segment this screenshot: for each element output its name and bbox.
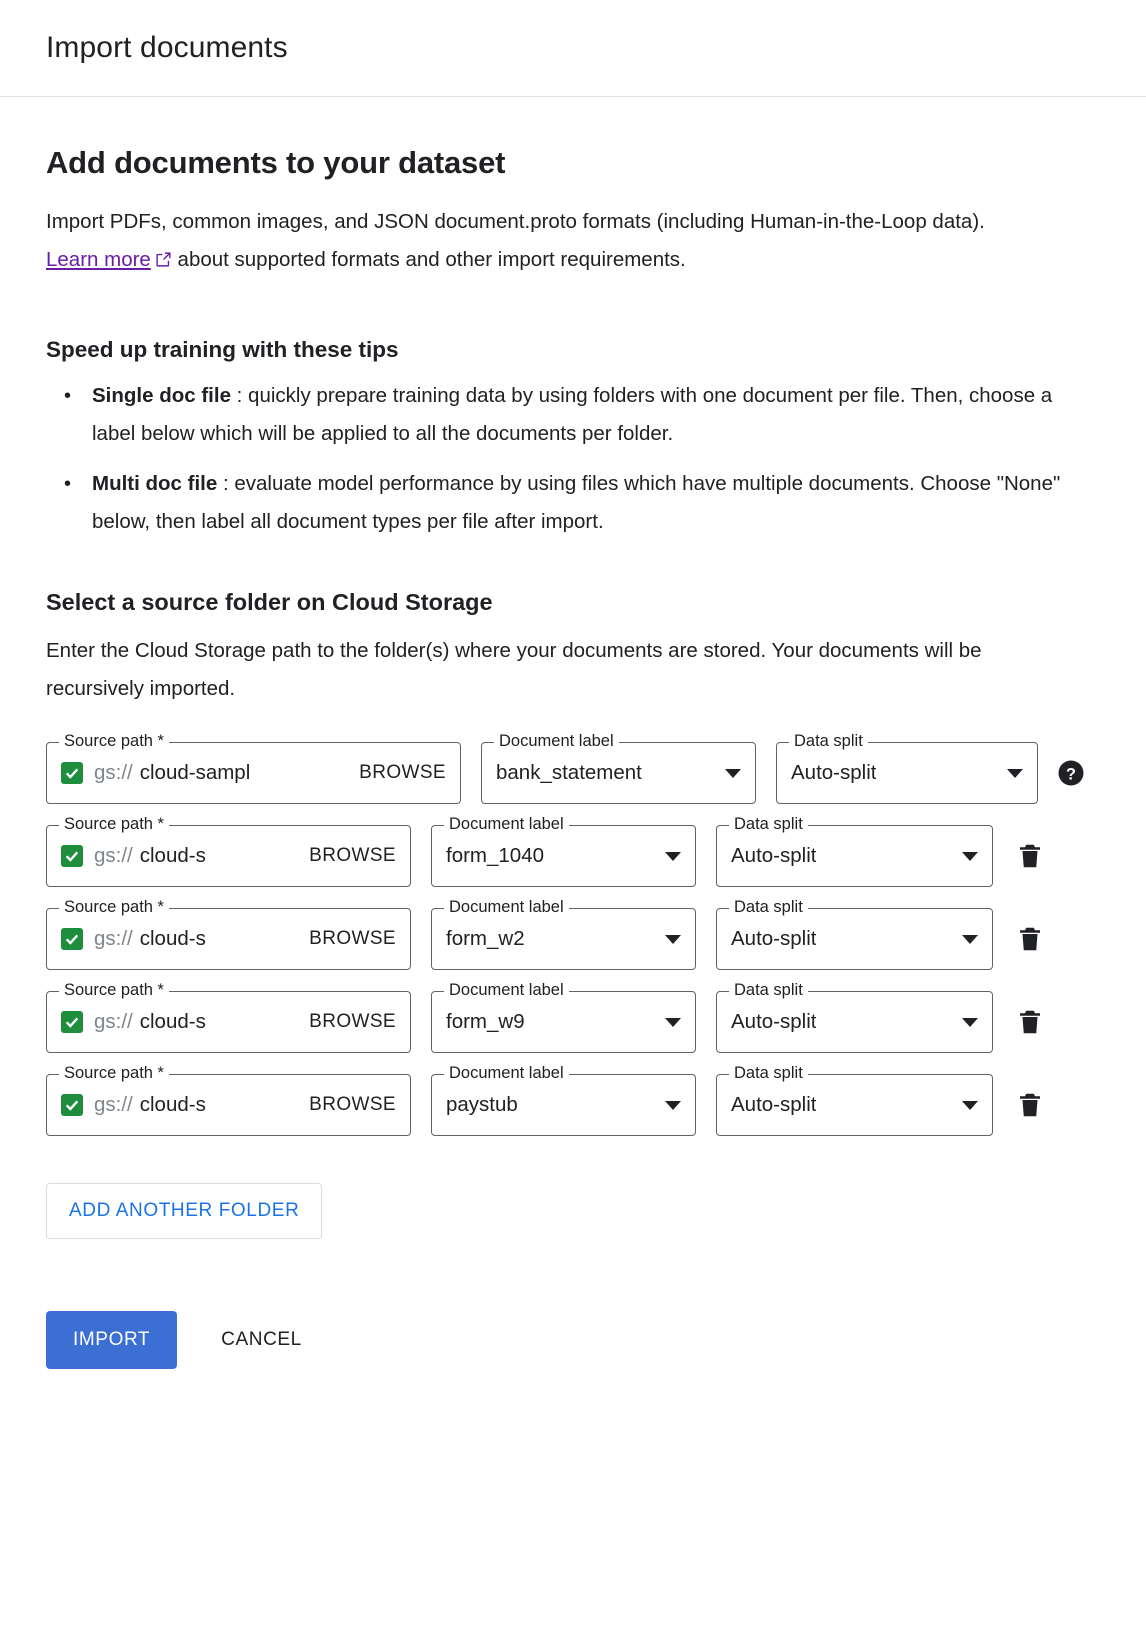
document-label-label: Document label — [444, 980, 569, 1000]
source-path-field[interactable] — [46, 981, 411, 1053]
cancel-button[interactable]: CANCEL — [199, 1311, 324, 1369]
import-button[interactable]: IMPORT — [46, 1311, 177, 1369]
browse-button[interactable]: BROWSE — [353, 762, 460, 784]
data-split-label: Data split — [729, 1063, 808, 1083]
source-path-label: Source path * — [59, 731, 169, 751]
source-path-value: cloud-sampl — [139, 761, 251, 784]
document-label-select[interactable] — [431, 898, 696, 970]
chevron-down-icon — [665, 1101, 681, 1110]
description-text-before: Import PDFs, common images, and JSON document.proto formats (including Human-in-the-Loop data). — [46, 210, 985, 233]
source-path-value: cloud-s — [139, 1093, 206, 1116]
data-split-select[interactable] — [716, 981, 993, 1053]
data-split-select[interactable] — [716, 1064, 993, 1136]
dialog-actions — [46, 1311, 1100, 1369]
source-folder-heading: Select a source folder on Cloud Storage — [46, 589, 493, 615]
document-label-label: Document label — [444, 814, 569, 834]
source-folder-description: Enter the Cloud Storage path to the folder(s) where your documents are stored. Your documents will be recursively imported. — [46, 639, 982, 700]
chevron-down-icon — [962, 935, 978, 944]
data-split-select[interactable] — [716, 898, 993, 970]
source-path-field[interactable] — [46, 1064, 411, 1136]
dialog-title: Import documents — [46, 31, 288, 64]
tip-term: Multi doc file — [92, 472, 218, 495]
checkbox-checked-icon[interactable] — [61, 928, 83, 950]
svg-text:?: ? — [1066, 765, 1076, 784]
chevron-down-icon — [1007, 769, 1023, 778]
document-label-select[interactable] — [431, 815, 696, 887]
browse-button[interactable]: BROWSE — [303, 1011, 410, 1033]
data-split-label: Data split — [729, 814, 808, 834]
table-row — [46, 898, 1100, 970]
document-label-value: form_1040 — [446, 844, 545, 867]
data-split-value: Auto-split — [731, 1093, 817, 1116]
help-icon[interactable] — [1056, 758, 1086, 788]
browse-button[interactable]: BROWSE — [303, 845, 410, 867]
source-path-field[interactable] — [46, 898, 411, 970]
data-split-value: Auto-split — [731, 844, 817, 867]
data-split-value: Auto-split — [791, 761, 877, 784]
source-rows — [46, 732, 1100, 1136]
list-item — [92, 465, 1092, 541]
source-path-value: cloud-s — [139, 844, 206, 867]
browse-button[interactable]: BROWSE — [303, 1094, 410, 1116]
external-link-icon — [155, 243, 172, 281]
data-split-label: Data split — [729, 980, 808, 1000]
table-row — [46, 981, 1100, 1053]
chevron-down-icon — [665, 852, 681, 861]
chevron-down-icon — [725, 769, 741, 778]
description-text-after: about supported formats and other import requirements. — [171, 248, 686, 271]
data-split-value: Auto-split — [731, 1010, 817, 1033]
document-label-value: paystub — [446, 1093, 518, 1116]
source-path-label: Source path * — [59, 897, 169, 917]
source-path-label: Source path * — [59, 814, 169, 834]
list-item — [92, 377, 1092, 453]
learn-more-link[interactable]: Learn more — [46, 248, 151, 271]
source-path-field[interactable] — [46, 732, 461, 804]
delete-row-icon[interactable] — [1015, 1090, 1045, 1120]
dialog-content — [0, 97, 1146, 1369]
document-label-value: bank_statement — [496, 761, 642, 784]
delete-row-icon[interactable] — [1015, 1007, 1045, 1037]
checkbox-checked-icon[interactable] — [61, 762, 83, 784]
document-label-select[interactable] — [481, 732, 756, 804]
dialog-titlebar — [0, 0, 1146, 97]
gs-prefix: gs:// — [94, 1010, 133, 1033]
chevron-down-icon — [665, 1018, 681, 1027]
source-path-field[interactable] — [46, 815, 411, 887]
chevron-down-icon — [665, 935, 681, 944]
source-path-label: Source path * — [59, 980, 169, 1000]
data-split-label: Data split — [729, 897, 808, 917]
checkbox-checked-icon[interactable] — [61, 1094, 83, 1116]
tips-list — [46, 377, 1100, 541]
data-split-select[interactable] — [716, 815, 993, 887]
document-label-label: Document label — [494, 731, 619, 751]
tips-heading: Speed up training with these tips — [46, 337, 399, 362]
document-label-label: Document label — [444, 897, 569, 917]
document-label-value: form_w9 — [446, 1010, 525, 1033]
import-description — [46, 203, 1036, 281]
gs-prefix: gs:// — [94, 844, 133, 867]
data-split-select[interactable] — [776, 732, 1038, 804]
chevron-down-icon — [962, 1018, 978, 1027]
gs-prefix: gs:// — [94, 761, 133, 784]
document-label-label: Document label — [444, 1063, 569, 1083]
checkbox-checked-icon[interactable] — [61, 845, 83, 867]
delete-row-icon[interactable] — [1015, 924, 1045, 954]
tip-text: : quickly prepare training data by using folders with one document per file. Then, choose a label below which will be applied to all the documents per folder. — [92, 384, 1053, 445]
table-row — [46, 815, 1100, 887]
data-split-value: Auto-split — [731, 927, 817, 950]
tip-text: : evaluate model performance by using files which have multiple documents. Choose "None" below, then label all document types per file after import. — [92, 472, 1061, 533]
page-title: Add documents to your dataset — [46, 145, 506, 180]
gs-prefix: gs:// — [94, 1093, 133, 1116]
checkbox-checked-icon[interactable] — [61, 1011, 83, 1033]
gs-prefix: gs:// — [94, 927, 133, 950]
chevron-down-icon — [962, 1101, 978, 1110]
source-path-value: cloud-s — [139, 927, 206, 950]
document-label-select[interactable] — [431, 1064, 696, 1136]
browse-button[interactable]: BROWSE — [303, 928, 410, 950]
data-split-label: Data split — [789, 731, 868, 751]
table-row — [46, 1064, 1100, 1136]
document-label-value: form_w2 — [446, 927, 525, 950]
source-path-label: Source path * — [59, 1063, 169, 1083]
chevron-down-icon — [962, 852, 978, 861]
tip-term: Single doc file — [92, 384, 231, 407]
delete-row-icon[interactable] — [1015, 841, 1045, 871]
source-path-value: cloud-s — [139, 1010, 206, 1033]
document-label-select[interactable] — [431, 981, 696, 1053]
add-another-folder-button[interactable]: ADD ANOTHER FOLDER — [46, 1183, 322, 1239]
table-row — [46, 732, 1100, 804]
